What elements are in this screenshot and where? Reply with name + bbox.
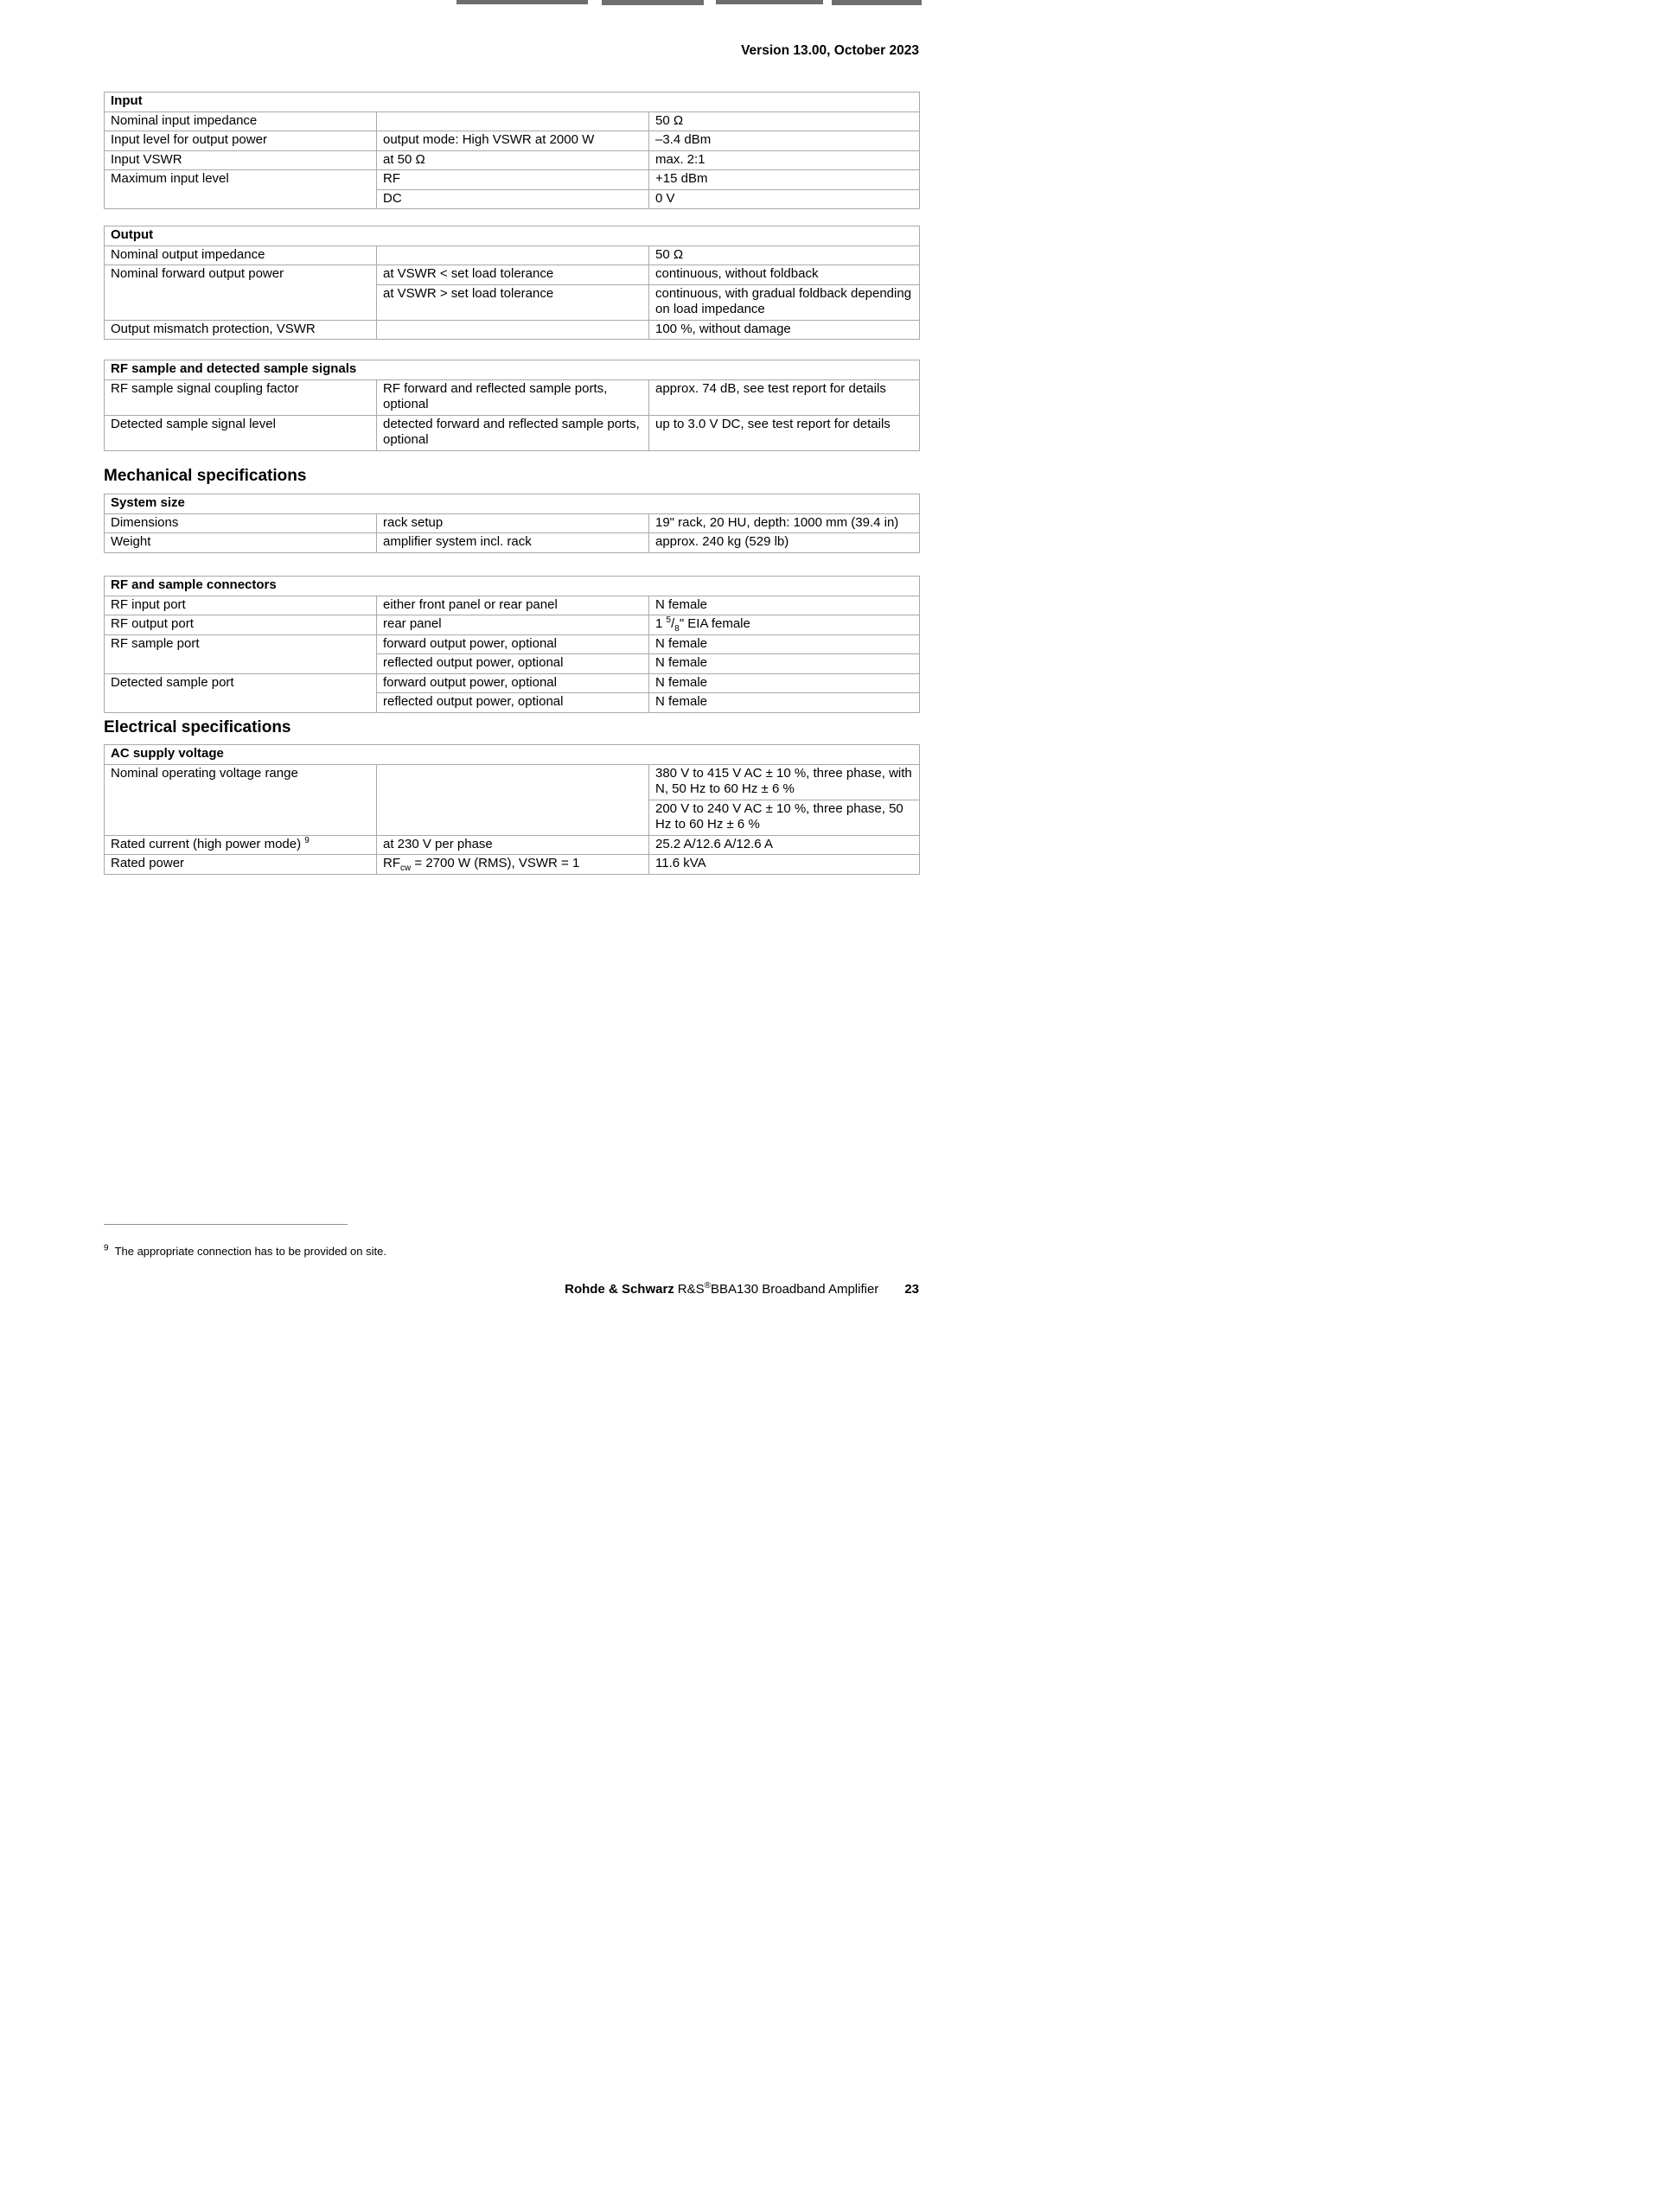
spec-value: +15 dBm [649,170,920,190]
footer-product-prefix: R&S [677,1282,705,1297]
spec-property: Detected sample signal level [105,415,377,450]
table-row [105,360,920,380]
spec-value: max. 2:1 [649,150,920,170]
spec-property: Output mismatch protection, VSWR [105,320,377,340]
spec-value: 25.2 A/12.6 A/12.6 A [649,835,920,855]
top-edge-artifact [602,0,704,5]
spec-value: N female [649,673,920,693]
spec-property: Nominal operating voltage range [105,764,377,835]
electrical-specifications-heading: Electrical specifications [104,718,291,736]
table-row [105,320,920,340]
top-edge-artifact [832,0,922,5]
spec-condition: reflected output power, optional [377,654,649,674]
table-row [105,577,920,596]
spec-property: Rated power [105,855,377,875]
table-title: System size [105,494,920,514]
spec-condition: at VSWR > set load tolerance [377,284,649,320]
table-row [105,513,920,533]
subscript-cw: cw [400,864,412,873]
spec-value: –3.4 dBm [649,131,920,151]
input-table [104,92,920,209]
spec-condition: RF [377,170,649,190]
spec-value: approx. 240 kg (529 lb) [649,533,920,553]
spec-property: Detected sample port [105,673,377,712]
spec-value: continuous, without foldback [649,265,920,285]
fraction-numerator: 5 [666,615,672,625]
spec-condition: output mode: High VSWR at 2000 W [377,131,649,151]
table-row [105,494,920,514]
spec-condition: either front panel or rear panel [377,596,649,615]
table-row [105,150,920,170]
table-row [105,855,920,875]
page-header-version: Version 13.00, October 2023 [741,43,919,58]
footer-brand: Rohde & Schwarz [565,1282,674,1297]
table-row [105,226,920,246]
spec-value-text: 1 [655,616,667,631]
spec-condition: rear panel [377,615,649,635]
spec-property: Input VSWR [105,150,377,170]
footnote-ref: 9 [304,835,310,845]
spec-property-text: Rated current (high power mode) [111,836,305,851]
table-row [105,245,920,265]
spec-value: 11.6 kVA [649,855,920,875]
table-row [105,265,920,285]
table-row [105,415,920,450]
table-title: AC supply voltage [105,745,920,765]
spec-condition-text: = 2700 W (RMS), VSWR = 1 [411,856,580,870]
spec-condition [377,764,649,835]
top-edge-artifact [456,0,588,4]
table-row [105,170,920,190]
table-row [105,634,920,654]
spec-value: 380 V to 415 V AC ± 10 %, three phase, with N, 50 Hz to 60 Hz ± 6 % [649,764,920,800]
spec-condition: at VSWR < set load tolerance [377,265,649,285]
table-row [105,131,920,151]
spec-condition: DC [377,189,649,209]
mechanical-specifications-heading: Mechanical specifications [104,467,307,485]
table-row [105,673,920,693]
spec-property: Nominal output impedance [105,245,377,265]
spec-value-text: " EIA female [679,616,750,631]
spec-value: N female [649,693,920,713]
spec-value: 50 Ω [649,112,920,131]
footnote [104,1245,386,1258]
spec-value: approx. 74 dB, see test report for details [649,379,920,415]
spec-value: 200 V to 240 V AC ± 10 %, three phase, 50 Hz to 60 Hz ± 6 % [649,800,920,835]
spec-condition [377,112,649,131]
table-row [105,745,920,765]
footer-product-name: BBA130 Broadband Amplifier [711,1282,879,1297]
table-row [105,533,920,553]
spec-condition: forward output power, optional [377,634,649,654]
spec-property: Dimensions [105,513,377,533]
spec-value: 0 V [649,189,920,209]
rf-sample-table [104,360,920,451]
footnote-text: The appropriate connection has to be provided on site. [114,1245,386,1258]
system-size-table [104,494,920,553]
spec-property: Nominal input impedance [105,112,377,131]
spec-condition [377,320,649,340]
spec-value: N female [649,634,920,654]
output-table [104,226,920,340]
spec-value [649,615,920,635]
footnote-divider [104,1224,348,1225]
spec-property: Maximum input level [105,170,377,209]
page-footer [104,1282,919,1297]
table-row [105,835,920,855]
table-row [105,764,920,800]
fraction-slash: / [671,616,675,631]
spec-condition: reflected output power, optional [377,693,649,713]
table-row [105,596,920,615]
spec-value: N female [649,654,920,674]
spec-condition: at 230 V per phase [377,835,649,855]
top-edge-artifact [716,0,823,4]
spec-condition: rack setup [377,513,649,533]
table-row [105,112,920,131]
spec-value: 100 %, without damage [649,320,920,340]
footer-page-number: 23 [904,1282,919,1297]
spec-property [105,835,377,855]
spec-property: RF output port [105,615,377,635]
table-row [105,92,920,112]
spec-property: Input level for output power [105,131,377,151]
spec-condition: RF forward and reflected sample ports, optional [377,379,649,415]
ac-supply-table [104,744,920,875]
registered-trademark-icon: ® [704,1281,712,1291]
spec-property: Weight [105,533,377,553]
spec-value: continuous, with gradual foldback depending on load impedance [649,284,920,320]
spec-property: RF sample signal coupling factor [105,379,377,415]
spec-value: N female [649,596,920,615]
table-row [105,379,920,415]
spec-property: RF input port [105,596,377,615]
spec-condition [377,855,649,875]
footnote-marker: 9 [104,1243,109,1253]
spec-condition: amplifier system incl. rack [377,533,649,553]
table-title: Input [105,92,920,112]
spec-property: Nominal forward output power [105,265,377,321]
table-row [105,615,920,635]
spec-value: 50 Ω [649,245,920,265]
table-title: RF and sample connectors [105,577,920,596]
spec-value: up to 3.0 V DC, see test report for details [649,415,920,450]
spec-condition [377,245,649,265]
spec-condition-text: RF [383,856,400,870]
spec-condition: forward output power, optional [377,673,649,693]
fraction-denominator: 8 [674,624,680,634]
spec-condition: at 50 Ω [377,150,649,170]
spec-property: RF sample port [105,634,377,673]
table-title: RF sample and detected sample signals [105,360,920,380]
spec-value: 19" rack, 20 HU, depth: 1000 mm (39.4 in) [649,513,920,533]
table-title: Output [105,226,920,246]
connectors-table [104,576,920,713]
spec-condition: detected forward and reflected sample ports, optional [377,415,649,450]
